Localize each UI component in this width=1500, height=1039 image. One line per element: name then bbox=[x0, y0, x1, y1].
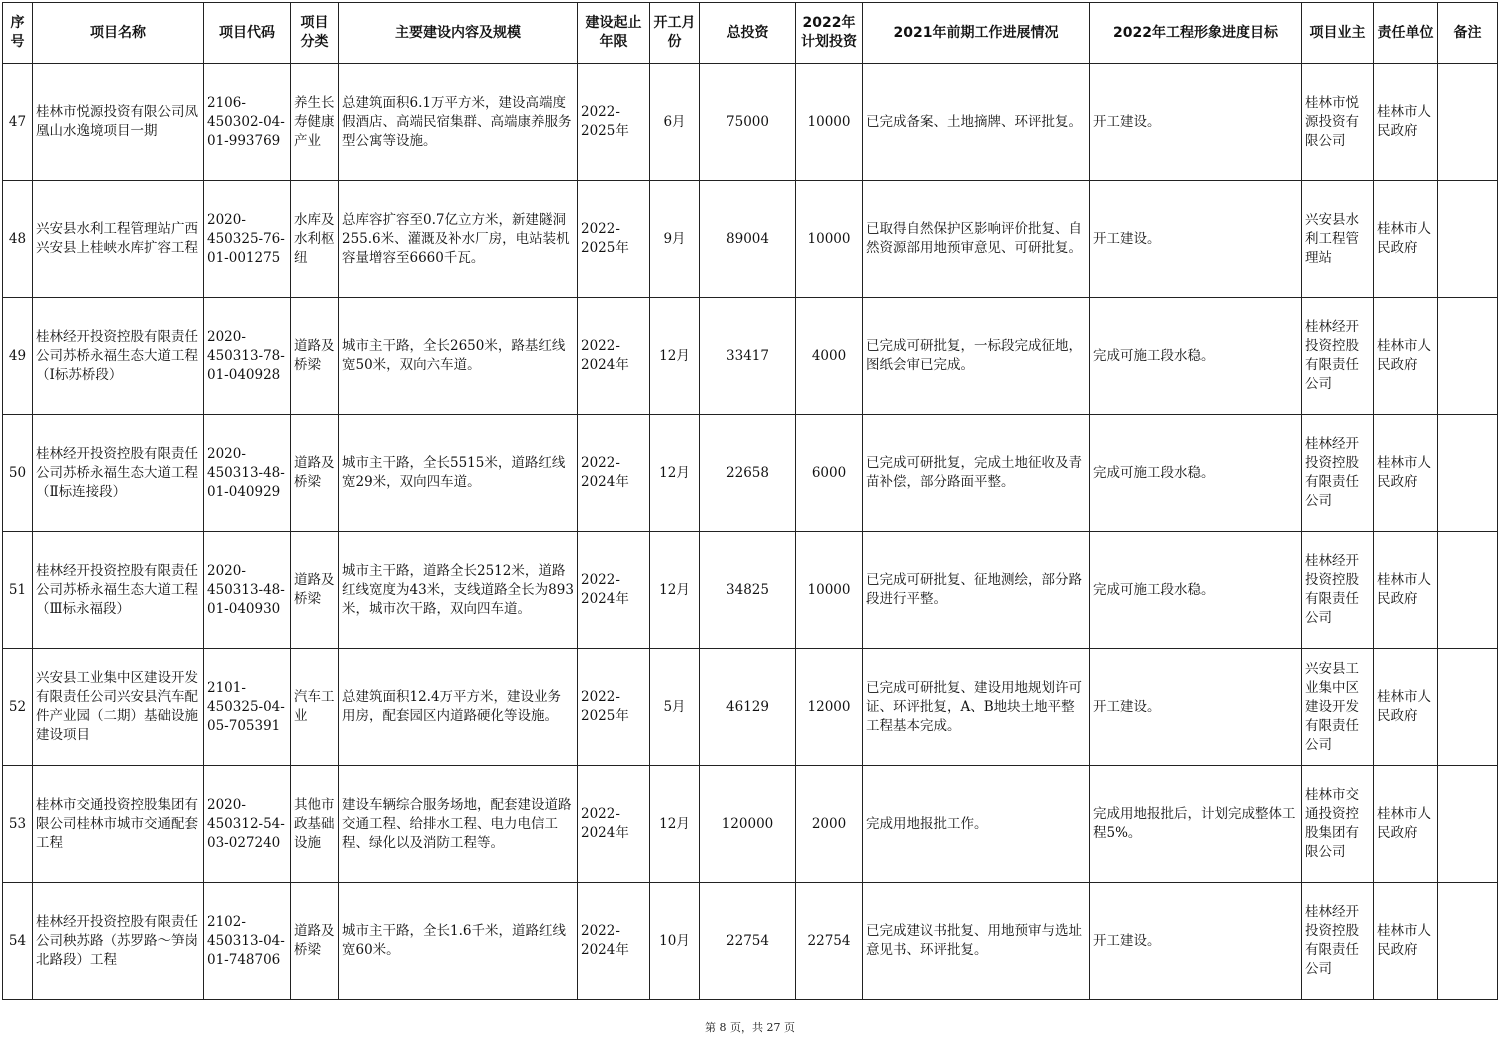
cell-category: 道路及桥梁 bbox=[291, 298, 339, 415]
cell-name: 桂林经开投资控股有限责任公司苏桥永福生态大道工程（Ⅱ标连接段） bbox=[33, 415, 204, 532]
table-row bbox=[3, 415, 1498, 532]
cell-code: 2106-450302-04-01-993769 bbox=[204, 64, 291, 181]
cell-total: 120000 bbox=[700, 766, 796, 883]
cell-remark bbox=[1438, 415, 1498, 532]
cell-category: 水库及水利枢纽 bbox=[291, 181, 339, 298]
cell-remark bbox=[1438, 181, 1498, 298]
cell-responsible: 桂林市人民政府 bbox=[1374, 883, 1438, 1000]
cell-target-2022: 完成可施工段水稳。 bbox=[1090, 298, 1302, 415]
cell-start-month: 12月 bbox=[650, 532, 700, 649]
header-total: 总投资 bbox=[700, 3, 796, 64]
cell-progress-2021: 已完成可研批复，完成土地征收及青苗补偿，部分路面平整。 bbox=[863, 415, 1090, 532]
header-remark: 备注 bbox=[1438, 3, 1498, 64]
cell-owner: 桂林经开投资控股有限责任公司 bbox=[1302, 883, 1374, 1000]
cell-period: 2022-2024年 bbox=[578, 298, 650, 415]
cell-code: 2102-450313-04-01-748706 bbox=[204, 883, 291, 1000]
cell-target-2022: 完成用地报批后，计划完成整体工程5%。 bbox=[1090, 766, 1302, 883]
header-seq: 序号 bbox=[3, 3, 33, 64]
cell-name: 兴安县水利工程管理站广西兴安县上桂峡水库扩容工程 bbox=[33, 181, 204, 298]
cell-responsible: 桂林市人民政府 bbox=[1374, 415, 1438, 532]
cell-seq: 48 bbox=[3, 181, 33, 298]
cell-remark bbox=[1438, 64, 1498, 181]
table-row bbox=[3, 883, 1498, 1000]
header-content: 主要建设内容及规模 bbox=[339, 3, 578, 64]
cell-seq: 51 bbox=[3, 532, 33, 649]
cell-plan-2022: 6000 bbox=[796, 415, 863, 532]
cell-seq: 53 bbox=[3, 766, 33, 883]
page-footer: 第 8 页，共 27 页 bbox=[705, 1021, 795, 1034]
cell-start-month: 9月 bbox=[650, 181, 700, 298]
cell-code: 2020-450313-48-01-040930 bbox=[204, 532, 291, 649]
cell-total: 22658 bbox=[700, 415, 796, 532]
table-body bbox=[3, 64, 1498, 1000]
cell-target-2022: 开工建设。 bbox=[1090, 649, 1302, 766]
cell-responsible: 桂林市人民政府 bbox=[1374, 298, 1438, 415]
cell-responsible: 桂林市人民政府 bbox=[1374, 181, 1438, 298]
cell-name: 桂林市悦源投资有限公司凤凰山水逸境项目一期 bbox=[33, 64, 204, 181]
cell-plan-2022: 12000 bbox=[796, 649, 863, 766]
cell-owner: 桂林经开投资控股有限责任公司 bbox=[1302, 532, 1374, 649]
cell-plan-2022: 2000 bbox=[796, 766, 863, 883]
cell-target-2022: 完成可施工段水稳。 bbox=[1090, 532, 1302, 649]
cell-name: 桂林经开投资控股有限责任公司秧苏路（苏罗路～笋岗北路段）工程 bbox=[33, 883, 204, 1000]
cell-progress-2021: 已取得自然保护区影响评价批复、自然资源部用地预审意见、可研批复。 bbox=[863, 181, 1090, 298]
header-target-2022: 2022年工程形象进度目标 bbox=[1090, 3, 1302, 64]
cell-responsible: 桂林市人民政府 bbox=[1374, 649, 1438, 766]
cell-name: 桂林市交通投资控股集团有限公司桂林市城市交通配套工程 bbox=[33, 766, 204, 883]
header-plan-2022: 2022年计划投资 bbox=[796, 3, 863, 64]
cell-total: 75000 bbox=[700, 64, 796, 181]
cell-target-2022: 开工建设。 bbox=[1090, 181, 1302, 298]
cell-content: 建设车辆综合服务场地，配套建设道路交通工程、给排水工程、电力电信工程、绿化以及消防工程等。 bbox=[339, 766, 578, 883]
header-progress-2021: 2021年前期工作进展情况 bbox=[863, 3, 1090, 64]
cell-code: 2020-450313-48-01-040929 bbox=[204, 415, 291, 532]
cell-category: 养生长寿健康产业 bbox=[291, 64, 339, 181]
cell-start-month: 5月 bbox=[650, 649, 700, 766]
cell-period: 2022-2024年 bbox=[578, 532, 650, 649]
cell-seq: 50 bbox=[3, 415, 33, 532]
cell-period: 2022-2024年 bbox=[578, 766, 650, 883]
cell-remark bbox=[1438, 649, 1498, 766]
cell-period: 2022-2025年 bbox=[578, 64, 650, 181]
header-start-month: 开工月份 bbox=[650, 3, 700, 64]
cell-plan-2022: 10000 bbox=[796, 64, 863, 181]
table-row bbox=[3, 766, 1498, 883]
cell-plan-2022: 4000 bbox=[796, 298, 863, 415]
cell-progress-2021: 完成用地报批工作。 bbox=[863, 766, 1090, 883]
cell-category: 道路及桥梁 bbox=[291, 883, 339, 1000]
cell-owner: 桂林市悦源投资有限公司 bbox=[1302, 64, 1374, 181]
table-row bbox=[3, 298, 1498, 415]
cell-remark bbox=[1438, 883, 1498, 1000]
cell-progress-2021: 已完成备案、土地摘牌、环评批复。 bbox=[863, 64, 1090, 181]
cell-content: 总建筑面积12.4万平方米，建设业务用房，配套园区内道路硬化等设施。 bbox=[339, 649, 578, 766]
cell-plan-2022: 10000 bbox=[796, 181, 863, 298]
cell-seq: 49 bbox=[3, 298, 33, 415]
cell-name: 桂林经开投资控股有限责任公司苏桥永福生态大道工程（Ⅰ标苏桥段） bbox=[33, 298, 204, 415]
cell-owner: 兴安县水利工程管理站 bbox=[1302, 181, 1374, 298]
cell-seq: 52 bbox=[3, 649, 33, 766]
cell-period: 2022-2024年 bbox=[578, 415, 650, 532]
project-table bbox=[2, 2, 1498, 1000]
cell-responsible: 桂林市人民政府 bbox=[1374, 64, 1438, 181]
cell-category: 道路及桥梁 bbox=[291, 415, 339, 532]
cell-owner: 桂林经开投资控股有限责任公司 bbox=[1302, 298, 1374, 415]
cell-seq: 54 bbox=[3, 883, 33, 1000]
header-category: 项目分类 bbox=[291, 3, 339, 64]
cell-content: 城市主干路，全长2650米，路基红线宽50米，双向六车道。 bbox=[339, 298, 578, 415]
cell-code: 2101-450325-04-05-705391 bbox=[204, 649, 291, 766]
cell-responsible: 桂林市人民政府 bbox=[1374, 532, 1438, 649]
cell-responsible: 桂林市人民政府 bbox=[1374, 766, 1438, 883]
cell-start-month: 12月 bbox=[650, 766, 700, 883]
cell-remark bbox=[1438, 532, 1498, 649]
table-row bbox=[3, 181, 1498, 298]
cell-content: 城市主干路，全长1.6千米，道路红线宽60米。 bbox=[339, 883, 578, 1000]
cell-code: 2020-450312-54-03-027240 bbox=[204, 766, 291, 883]
cell-period: 2022-2025年 bbox=[578, 649, 650, 766]
cell-period: 2022-2024年 bbox=[578, 883, 650, 1000]
header-responsible: 责任单位 bbox=[1374, 3, 1438, 64]
cell-target-2022: 开工建设。 bbox=[1090, 883, 1302, 1000]
cell-target-2022: 开工建设。 bbox=[1090, 64, 1302, 181]
cell-total: 34825 bbox=[700, 532, 796, 649]
cell-category: 汽车工业 bbox=[291, 649, 339, 766]
cell-owner: 桂林经开投资控股有限责任公司 bbox=[1302, 415, 1374, 532]
cell-start-month: 12月 bbox=[650, 298, 700, 415]
cell-progress-2021: 已完成建议书批复、用地预审与选址意见书、环评批复。 bbox=[863, 883, 1090, 1000]
cell-owner: 兴安县工业集中区建设开发有限责任公司 bbox=[1302, 649, 1374, 766]
cell-start-month: 6月 bbox=[650, 64, 700, 181]
cell-seq: 47 bbox=[3, 64, 33, 181]
cell-code: 2020-450313-78-01-040928 bbox=[204, 298, 291, 415]
cell-start-month: 10月 bbox=[650, 883, 700, 1000]
cell-content: 城市主干路，全长5515米，道路红线宽29米，双向四车道。 bbox=[339, 415, 578, 532]
cell-total: 22754 bbox=[700, 883, 796, 1000]
cell-content: 总建筑面积6.1万平方米，建设高端度假酒店、高端民宿集群、高端康养服务型公寓等设施。 bbox=[339, 64, 578, 181]
table-header bbox=[3, 3, 1498, 64]
cell-plan-2022: 22754 bbox=[796, 883, 863, 1000]
cell-progress-2021: 已完成可研批复、建设用地规划许可证、环评批复，A、B地块土地平整工程基本完成。 bbox=[863, 649, 1090, 766]
table-row bbox=[3, 64, 1498, 181]
cell-target-2022: 完成可施工段水稳。 bbox=[1090, 415, 1302, 532]
cell-total: 46129 bbox=[700, 649, 796, 766]
cell-plan-2022: 10000 bbox=[796, 532, 863, 649]
table-row bbox=[3, 649, 1498, 766]
cell-name: 桂林经开投资控股有限责任公司苏桥永福生态大道工程（Ⅲ标永福段） bbox=[33, 532, 204, 649]
table-row bbox=[3, 532, 1498, 649]
cell-remark bbox=[1438, 298, 1498, 415]
header-owner: 项目业主 bbox=[1302, 3, 1374, 64]
header-code: 项目代码 bbox=[204, 3, 291, 64]
cell-total: 89004 bbox=[700, 181, 796, 298]
header-row bbox=[3, 3, 1498, 64]
cell-code: 2020-450325-76-01-001275 bbox=[204, 181, 291, 298]
header-name: 项目名称 bbox=[33, 3, 204, 64]
cell-category: 其他市政基础设施 bbox=[291, 766, 339, 883]
cell-progress-2021: 已完成可研批复、征地测绘，部分路段进行平整。 bbox=[863, 532, 1090, 649]
cell-start-month: 12月 bbox=[650, 415, 700, 532]
cell-owner: 桂林市交通投资控股集团有限公司 bbox=[1302, 766, 1374, 883]
cell-category: 道路及桥梁 bbox=[291, 532, 339, 649]
cell-progress-2021: 已完成可研批复，一标段完成征地，图纸会审已完成。 bbox=[863, 298, 1090, 415]
cell-content: 城市主干路，道路全长2512米，道路红线宽度为43米，支线道路全长为893米，城市次干路，双向四车道。 bbox=[339, 532, 578, 649]
cell-total: 33417 bbox=[700, 298, 796, 415]
cell-name: 兴安县工业集中区建设开发有限责任公司兴安县汽车配件产业园（二期）基础设施建设项目 bbox=[33, 649, 204, 766]
cell-content: 总库容扩容至0.7亿立方米，新建隧洞255.6米、灌溉及补水厂房，电站装机容量增容至6660千瓦。 bbox=[339, 181, 578, 298]
cell-period: 2022-2025年 bbox=[578, 181, 650, 298]
cell-remark bbox=[1438, 766, 1498, 883]
header-period: 建设起止年限 bbox=[578, 3, 650, 64]
